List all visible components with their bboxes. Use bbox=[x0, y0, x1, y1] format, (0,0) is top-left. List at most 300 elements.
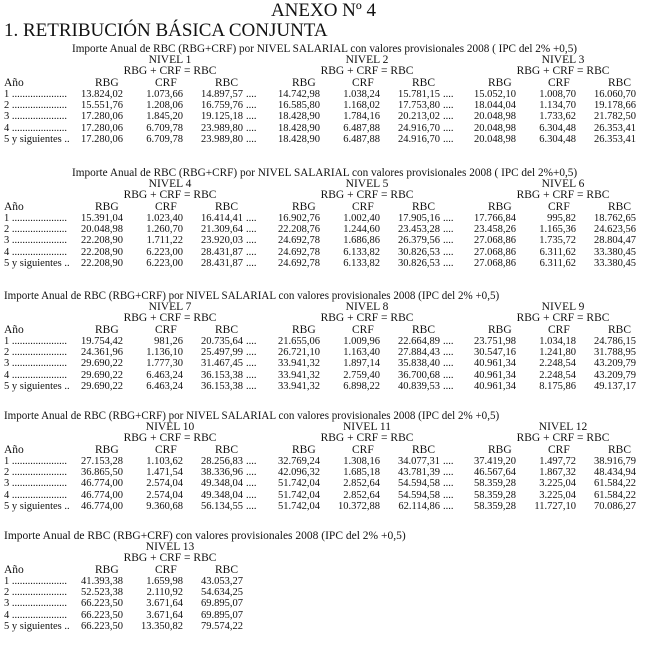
row-leader-dots: .... bbox=[246, 467, 257, 479]
cell-crf: 6.898,22 bbox=[343, 380, 380, 392]
cell-rbg: 17.280,06 bbox=[81, 111, 123, 123]
cell-rbc: 38.916,79 bbox=[594, 456, 636, 467]
row-leader-dots: .... bbox=[443, 133, 454, 145]
block-caption: Importe Anual de RBC (RBG+CRF) por NIVEL SALARIAL con valores provisionales 2008 (IPC del 2% +0,5) bbox=[4, 290, 500, 302]
block-caption: Importe Anual de RBC (RBG+CRF) por NIVEL SALARIAL con valores provisionales 2008 ( IPC del 2%+0,5) bbox=[72, 167, 578, 179]
cell-crf: 6.304,48 bbox=[539, 122, 576, 134]
row-label: 3 ..................... bbox=[4, 111, 67, 123]
cell-crf: 1.659,98 bbox=[146, 576, 183, 587]
cell-rbc: 27.884,43 bbox=[398, 347, 440, 359]
cell-crf: 1.136,10 bbox=[146, 347, 183, 359]
cell-rbg: 17.766,84 bbox=[474, 213, 516, 224]
cell-rbg: 15.052,10 bbox=[474, 89, 516, 100]
cell-crf: 1.308,16 bbox=[343, 456, 380, 467]
cell-crf: 13.350,82 bbox=[141, 620, 183, 632]
year-header: Año bbox=[4, 77, 24, 89]
row-label: 4 ..................... bbox=[4, 122, 67, 134]
cell-crf: 6.311,62 bbox=[539, 257, 576, 269]
column-header-rbc: RBC bbox=[608, 444, 632, 456]
cell-crf: 6.133,82 bbox=[343, 257, 380, 269]
row-label: 5 y siguientes .. bbox=[4, 620, 70, 632]
level-formula: RBG + CRF = RBC bbox=[516, 189, 610, 201]
cell-rbg: 16.902,76 bbox=[278, 213, 320, 224]
column-header-crf: CRF bbox=[548, 77, 570, 89]
cell-crf: 3.671,64 bbox=[146, 609, 183, 621]
row-label: 2 ..................... bbox=[4, 347, 67, 359]
cell-crf: 6.709,78 bbox=[146, 122, 183, 134]
cell-rbc: 61.584,22 bbox=[594, 478, 636, 490]
column-header-rbc: RBC bbox=[412, 77, 436, 89]
row-leader-dots: .... bbox=[246, 235, 257, 247]
row-label: 2 ..................... bbox=[4, 467, 67, 479]
cell-rbg: 22.208,90 bbox=[81, 257, 123, 269]
column-header-crf: CRF bbox=[155, 324, 177, 336]
cell-crf: 2.574,04 bbox=[146, 489, 183, 501]
cell-rbc: 49.137,17 bbox=[594, 380, 636, 392]
cell-rbc: 79.574,22 bbox=[201, 620, 243, 632]
cell-rbc: 28.804,47 bbox=[594, 235, 636, 247]
cell-rbc: 56.134,55 bbox=[201, 500, 243, 512]
cell-rbc: 33.380,45 bbox=[594, 257, 636, 269]
annex-title: ANEXO Nº 4 bbox=[270, 0, 377, 21]
row-leader-dots: .... bbox=[246, 122, 257, 134]
cell-rbg: 24.692,78 bbox=[278, 235, 320, 247]
cell-crf: 1.685,18 bbox=[343, 467, 380, 479]
year-header: Año bbox=[4, 444, 24, 456]
cell-crf: 1.034,18 bbox=[539, 336, 576, 347]
row-label: 1 ..................... bbox=[4, 456, 67, 467]
column-header-rbc: RBC bbox=[608, 324, 632, 336]
cell-rbg: 15.391,04 bbox=[81, 213, 123, 224]
cell-rbc: 70.086,27 bbox=[594, 500, 636, 512]
cell-rbg: 29.690,22 bbox=[81, 380, 123, 392]
cell-crf: 2.852,64 bbox=[343, 489, 380, 501]
column-header-rbc: RBC bbox=[608, 201, 632, 213]
cell-rbg: 36.865,50 bbox=[81, 467, 123, 479]
cell-crf: 1.168,02 bbox=[343, 100, 380, 112]
level-title: NIVEL 10 bbox=[145, 421, 195, 433]
cell-rbc: 43.209,79 bbox=[594, 369, 636, 381]
cell-rbg: 40.961,34 bbox=[474, 369, 516, 381]
cell-rbg: 22.208,90 bbox=[81, 235, 123, 247]
column-header-rbg: RBG bbox=[95, 201, 119, 213]
cell-crf: 3.225,04 bbox=[539, 489, 576, 501]
cell-rbc: 54.594,58 bbox=[398, 489, 440, 501]
cell-crf: 1.023,40 bbox=[146, 213, 183, 224]
row-leader-dots: .... bbox=[443, 380, 454, 392]
level-title: NIVEL 6 bbox=[541, 178, 585, 190]
cell-rbc: 22.664,89 bbox=[398, 336, 440, 347]
column-header-crf: CRF bbox=[352, 444, 374, 456]
cell-rbg: 66.223,50 bbox=[81, 598, 123, 610]
cell-rbg: 18.428,90 bbox=[278, 133, 320, 145]
row-label: 4 ..................... bbox=[4, 489, 67, 501]
row-label: 5 y siguientes .. bbox=[4, 500, 70, 512]
cell-rbc: 24.786,15 bbox=[594, 336, 636, 347]
row-leader-dots: .... bbox=[443, 100, 454, 112]
cell-rbc: 28.431,87 bbox=[201, 246, 243, 258]
row-leader-dots: .... bbox=[443, 235, 454, 247]
cell-rbg: 46.774,00 bbox=[81, 500, 123, 512]
column-header-rbc: RBC bbox=[215, 77, 239, 89]
row-label: 1 ..................... bbox=[4, 336, 67, 347]
level-formula: RBG + CRF = RBC bbox=[320, 189, 414, 201]
column-header-crf: CRF bbox=[548, 201, 570, 213]
cell-crf: 1.165,36 bbox=[539, 224, 576, 236]
cell-crf: 1.686,86 bbox=[343, 235, 380, 247]
column-header-crf: CRF bbox=[548, 444, 570, 456]
cell-crf: 981,26 bbox=[154, 336, 183, 347]
row-leader-dots: .... bbox=[246, 500, 257, 512]
column-header-rbg: RBG bbox=[292, 201, 316, 213]
cell-rbc: 23.920,03 bbox=[201, 235, 243, 247]
cell-rbg: 51.742,04 bbox=[278, 489, 320, 501]
cell-crf: 1.073,66 bbox=[146, 89, 183, 100]
level-formula: RBG + CRF = RBC bbox=[123, 65, 217, 77]
cell-crf: 1.711,22 bbox=[146, 235, 183, 247]
cell-rbg: 24.361,96 bbox=[81, 347, 123, 359]
cell-rbg: 46.774,00 bbox=[81, 489, 123, 501]
section-title: 1. RETRIBUCIÓN BÁSICA CONJUNTA bbox=[4, 20, 328, 41]
column-header-rbg: RBG bbox=[292, 77, 316, 89]
cell-rbc: 26.353,41 bbox=[594, 133, 636, 145]
row-leader-dots: .... bbox=[443, 500, 454, 512]
cell-rbc: 20.735,64 bbox=[201, 336, 243, 347]
column-header-rbg: RBG bbox=[292, 324, 316, 336]
cell-rbc: 16.060,70 bbox=[594, 89, 636, 100]
column-header-crf: CRF bbox=[352, 77, 374, 89]
cell-rbg: 46.774,00 bbox=[81, 478, 123, 490]
cell-crf: 1.134,70 bbox=[539, 100, 576, 112]
row-label: 1 ..................... bbox=[4, 213, 67, 224]
row-leader-dots: .... bbox=[443, 224, 454, 236]
cell-rbg: 58.359,28 bbox=[474, 478, 516, 490]
cell-crf: 1.002,40 bbox=[343, 213, 380, 224]
row-leader-dots: .... bbox=[443, 122, 454, 134]
cell-rbc: 24.916,70 bbox=[398, 122, 440, 134]
cell-rbg: 20.048,98 bbox=[474, 111, 516, 123]
year-header: Año bbox=[4, 201, 24, 213]
cell-crf: 2.759,40 bbox=[343, 369, 380, 381]
cell-rbg: 21.655,06 bbox=[278, 336, 320, 347]
column-header-rbg: RBG bbox=[488, 201, 512, 213]
cell-rbc: 18.762,65 bbox=[594, 213, 636, 224]
column-header-crf: CRF bbox=[155, 444, 177, 456]
cell-rbc: 61.584,22 bbox=[594, 489, 636, 501]
row-leader-dots: .... bbox=[443, 347, 454, 359]
cell-rbc: 17.753,80 bbox=[398, 100, 440, 112]
column-header-rbc: RBC bbox=[215, 201, 239, 213]
cell-rbg: 20.048,98 bbox=[474, 133, 516, 145]
column-header-crf: CRF bbox=[155, 77, 177, 89]
row-leader-dots: .... bbox=[246, 89, 257, 100]
row-label: 3 ..................... bbox=[4, 358, 67, 370]
block-caption: Importe Anual de RBC (RBG+CRF) por NIVEL SALARIAL con valores provisionales 2008 (IPC del 2% +0,5) bbox=[4, 410, 500, 422]
cell-rbc: 36.700,68 bbox=[398, 369, 440, 381]
cell-rbg: 27.068,86 bbox=[474, 257, 516, 269]
row-leader-dots: .... bbox=[246, 380, 257, 392]
cell-crf: 2.852,64 bbox=[343, 478, 380, 490]
row-label: 2 ..................... bbox=[4, 100, 67, 112]
cell-rbc: 35.838,40 bbox=[398, 358, 440, 370]
row-leader-dots: .... bbox=[246, 111, 257, 123]
row-label: 1 ..................... bbox=[4, 576, 67, 587]
cell-crf: 1.867,32 bbox=[539, 467, 576, 479]
cell-rbg: 27.068,86 bbox=[474, 235, 516, 247]
row-leader-dots: .... bbox=[443, 456, 454, 467]
column-header-crf: CRF bbox=[352, 324, 374, 336]
cell-rbc: 23.453,28 bbox=[398, 224, 440, 236]
cell-rbc: 54.594,58 bbox=[398, 478, 440, 490]
cell-rbc: 24.623,56 bbox=[594, 224, 636, 236]
block-caption: Importe Anual de RBC (RBG+CRF) con valores provisionales 2008 (IPC del 2% +0,5) bbox=[4, 530, 406, 542]
row-leader-dots: .... bbox=[443, 336, 454, 347]
cell-rbc: 20.213,02 bbox=[398, 111, 440, 123]
level-formula: RBG + CRF = RBC bbox=[320, 432, 414, 444]
cell-crf: 3.671,64 bbox=[146, 598, 183, 610]
level-formula: RBG + CRF = RBC bbox=[123, 312, 217, 324]
row-leader-dots: .... bbox=[246, 213, 257, 224]
row-label: 5 y siguientes .. bbox=[4, 133, 70, 145]
row-leader-dots: .... bbox=[246, 100, 257, 112]
cell-rbg: 41.393,38 bbox=[81, 576, 123, 587]
cell-crf: 2.110,92 bbox=[146, 587, 183, 599]
row-leader-dots: .... bbox=[443, 246, 454, 258]
level-title: NIVEL 8 bbox=[345, 301, 389, 313]
cell-rbg: 51.742,04 bbox=[278, 500, 320, 512]
level-title: NIVEL 7 bbox=[148, 301, 192, 313]
cell-rbc: 33.380,45 bbox=[594, 246, 636, 258]
cell-rbc: 69.895,07 bbox=[201, 598, 243, 610]
cell-rbc: 24.916,70 bbox=[398, 133, 440, 145]
cell-rbg: 58.359,28 bbox=[474, 489, 516, 501]
row-label: 5 y siguientes .. bbox=[4, 257, 70, 269]
cell-rbg: 17.280,06 bbox=[81, 122, 123, 134]
cell-crf: 1.735,72 bbox=[539, 235, 576, 247]
level-title: NIVEL 1 bbox=[148, 54, 192, 66]
row-leader-dots: .... bbox=[443, 257, 454, 269]
cell-rbg: 22.208,76 bbox=[278, 224, 320, 236]
cell-rbg: 17.280,06 bbox=[81, 133, 123, 145]
row-label: 4 ..................... bbox=[4, 609, 67, 621]
cell-rbc: 14.897,57 bbox=[201, 89, 243, 100]
cell-rbg: 14.742,98 bbox=[278, 89, 320, 100]
block-caption: Importe Anual de RBC (RBG+CRF) por NIVEL SALARIAL con valores provisionales 2008 ( IPC del 2% +0,5) bbox=[72, 43, 578, 55]
cell-rbg: 20.048,98 bbox=[474, 122, 516, 134]
column-header-rbg: RBG bbox=[95, 77, 119, 89]
column-header-rbg: RBG bbox=[488, 77, 512, 89]
row-label: 3 ..................... bbox=[4, 235, 67, 247]
level-formula: RBG + CRF = RBC bbox=[123, 552, 217, 564]
level-formula: RBG + CRF = RBC bbox=[516, 65, 610, 77]
column-header-rbg: RBG bbox=[292, 444, 316, 456]
level-formula: RBG + CRF = RBC bbox=[320, 65, 414, 77]
cell-crf: 1.009,96 bbox=[343, 336, 380, 347]
row-leader-dots: .... bbox=[443, 213, 454, 224]
cell-crf: 6.487,88 bbox=[343, 122, 380, 134]
cell-rbc: 16.414,41 bbox=[201, 213, 243, 224]
cell-rbc: 31.467,45 bbox=[201, 358, 243, 370]
cell-rbg: 33.941,32 bbox=[278, 380, 320, 392]
level-formula: RBG + CRF = RBC bbox=[516, 312, 610, 324]
row-leader-dots: .... bbox=[246, 456, 257, 467]
cell-crf: 9.360,68 bbox=[146, 500, 183, 512]
cell-rbc: 28.256,83 bbox=[201, 456, 243, 467]
cell-crf: 1.241,80 bbox=[539, 347, 576, 359]
level-title: NIVEL 9 bbox=[541, 301, 585, 313]
cell-crf: 10.372,88 bbox=[338, 500, 380, 512]
level-formula: RBG + CRF = RBC bbox=[123, 432, 217, 444]
level-title: NIVEL 3 bbox=[541, 54, 585, 66]
cell-rbc: 30.826,53 bbox=[398, 246, 440, 258]
column-header-rbc: RBC bbox=[215, 444, 239, 456]
cell-rbg: 18.044,04 bbox=[474, 100, 516, 112]
cell-rbc: 23.989,80 bbox=[201, 133, 243, 145]
cell-crf: 2.248,54 bbox=[539, 358, 576, 370]
cell-rbg: 29.690,22 bbox=[81, 358, 123, 370]
cell-rbc: 25.497,99 bbox=[201, 347, 243, 359]
row-leader-dots: .... bbox=[443, 111, 454, 123]
cell-rbg: 52.523,38 bbox=[81, 587, 123, 599]
row-label: 4 ..................... bbox=[4, 246, 67, 258]
level-formula: RBG + CRF = RBC bbox=[320, 312, 414, 324]
column-header-rbc: RBC bbox=[215, 324, 239, 336]
cell-rbg: 16.585,80 bbox=[278, 100, 320, 112]
column-header-rbc: RBC bbox=[215, 564, 239, 576]
row-label: 4 ..................... bbox=[4, 369, 67, 381]
row-leader-dots: .... bbox=[246, 489, 257, 501]
cell-rbg: 30.547,16 bbox=[474, 347, 516, 359]
cell-rbg: 66.223,50 bbox=[81, 609, 123, 621]
cell-rbg: 13.824,02 bbox=[81, 89, 123, 100]
level-title: NIVEL 11 bbox=[342, 421, 391, 433]
row-leader-dots: .... bbox=[246, 358, 257, 370]
cell-rbg: 24.692,78 bbox=[278, 246, 320, 258]
cell-crf: 1.897,14 bbox=[343, 358, 380, 370]
cell-rbc: 49.348,04 bbox=[201, 489, 243, 501]
cell-crf: 6.487,88 bbox=[343, 133, 380, 145]
column-header-crf: CRF bbox=[155, 201, 177, 213]
cell-crf: 8.175,86 bbox=[539, 380, 576, 392]
cell-rbc: 19.125,18 bbox=[201, 111, 243, 123]
cell-rbg: 27.068,86 bbox=[474, 246, 516, 258]
row-leader-dots: .... bbox=[443, 358, 454, 370]
row-label: 1 ..................... bbox=[4, 89, 67, 100]
cell-crf: 1.244,60 bbox=[343, 224, 380, 236]
row-leader-dots: .... bbox=[246, 347, 257, 359]
cell-crf: 1.777,30 bbox=[146, 358, 183, 370]
cell-rbc: 15.781,15 bbox=[398, 89, 440, 100]
cell-rbc: 26.379,56 bbox=[398, 235, 440, 247]
column-header-rbg: RBG bbox=[95, 324, 119, 336]
cell-crf: 11.727,10 bbox=[534, 500, 576, 512]
row-leader-dots: .... bbox=[246, 369, 257, 381]
cell-rbc: 36.153,38 bbox=[201, 369, 243, 381]
cell-rbg: 24.692,78 bbox=[278, 257, 320, 269]
column-header-rbg: RBG bbox=[95, 564, 119, 576]
cell-rbg: 40.961,34 bbox=[474, 380, 516, 392]
cell-rbc: 43.209,79 bbox=[594, 358, 636, 370]
row-leader-dots: .... bbox=[246, 133, 257, 145]
cell-rbg: 66.223,50 bbox=[81, 620, 123, 632]
cell-rbg: 33.941,32 bbox=[278, 358, 320, 370]
cell-crf: 1.260,70 bbox=[146, 224, 183, 236]
column-header-rbc: RBC bbox=[412, 444, 436, 456]
cell-crf: 1.845,20 bbox=[146, 111, 183, 123]
cell-rbg: 42.096,32 bbox=[278, 467, 320, 479]
cell-rbg: 18.428,90 bbox=[278, 122, 320, 134]
cell-crf: 6.223,00 bbox=[146, 257, 183, 269]
cell-crf: 6.311,62 bbox=[539, 246, 576, 258]
cell-rbc: 19.178,66 bbox=[594, 100, 636, 112]
column-header-rbg: RBG bbox=[488, 444, 512, 456]
cell-crf: 6.463,24 bbox=[146, 380, 183, 392]
column-header-rbg: RBG bbox=[95, 444, 119, 456]
row-leader-dots: .... bbox=[246, 478, 257, 490]
cell-rbc: 69.895,07 bbox=[201, 609, 243, 621]
cell-rbg: 18.428,90 bbox=[278, 111, 320, 123]
cell-crf: 6.223,00 bbox=[146, 246, 183, 258]
cell-crf: 6.304,48 bbox=[539, 133, 576, 145]
row-label: 2 ..................... bbox=[4, 224, 67, 236]
level-formula: RBG + CRF = RBC bbox=[123, 189, 217, 201]
year-header: Año bbox=[4, 324, 24, 336]
level-title: NIVEL 2 bbox=[345, 54, 389, 66]
cell-rbg: 51.742,04 bbox=[278, 478, 320, 490]
cell-rbc: 54.634,25 bbox=[201, 587, 243, 599]
cell-rbc: 26.353,41 bbox=[594, 122, 636, 134]
cell-rbc: 30.826,53 bbox=[398, 257, 440, 269]
cell-rbg: 33.941,32 bbox=[278, 369, 320, 381]
row-leader-dots: .... bbox=[246, 336, 257, 347]
column-header-crf: CRF bbox=[352, 201, 374, 213]
cell-rbg: 22.208,90 bbox=[81, 246, 123, 258]
cell-rbc: 40.839,53 bbox=[398, 380, 440, 392]
level-title: NIVEL 13 bbox=[145, 541, 195, 553]
row-leader-dots: .... bbox=[246, 246, 257, 258]
cell-crf: 1.471,54 bbox=[146, 467, 183, 479]
cell-rbg: 29.690,22 bbox=[81, 369, 123, 381]
cell-rbc: 31.788,95 bbox=[594, 347, 636, 359]
cell-rbg: 27.153,28 bbox=[81, 456, 123, 467]
cell-rbc: 43.781,39 bbox=[398, 467, 440, 479]
cell-rbc: 62.114,86 bbox=[398, 500, 440, 512]
cell-crf: 1.008,70 bbox=[539, 89, 576, 100]
column-header-rbc: RBC bbox=[608, 77, 632, 89]
cell-rbc: 16.759,76 bbox=[201, 100, 243, 112]
cell-rbg: 40.961,34 bbox=[474, 358, 516, 370]
cell-rbc: 28.431,87 bbox=[201, 257, 243, 269]
cell-rbc: 17.905,16 bbox=[398, 213, 440, 224]
cell-crf: 1.208,06 bbox=[146, 100, 183, 112]
cell-rbc: 34.077,31 bbox=[398, 456, 440, 467]
cell-crf: 1.038,24 bbox=[343, 89, 380, 100]
column-header-crf: CRF bbox=[155, 564, 177, 576]
cell-crf: 1.497,72 bbox=[539, 456, 576, 467]
cell-rbg: 32.769,24 bbox=[278, 456, 320, 467]
row-leader-dots: .... bbox=[246, 257, 257, 269]
cell-rbg: 19.754,42 bbox=[81, 336, 123, 347]
cell-rbc: 48.434,94 bbox=[594, 467, 636, 479]
row-leader-dots: .... bbox=[246, 224, 257, 236]
cell-crf: 6.463,24 bbox=[146, 369, 183, 381]
level-title: NIVEL 5 bbox=[345, 178, 389, 190]
cell-crf: 995,82 bbox=[547, 213, 576, 224]
cell-rbc: 21.309,64 bbox=[201, 224, 243, 236]
row-label: 3 ..................... bbox=[4, 598, 67, 610]
cell-rbc: 36.153,38 bbox=[201, 380, 243, 392]
column-header-crf: CRF bbox=[548, 324, 570, 336]
